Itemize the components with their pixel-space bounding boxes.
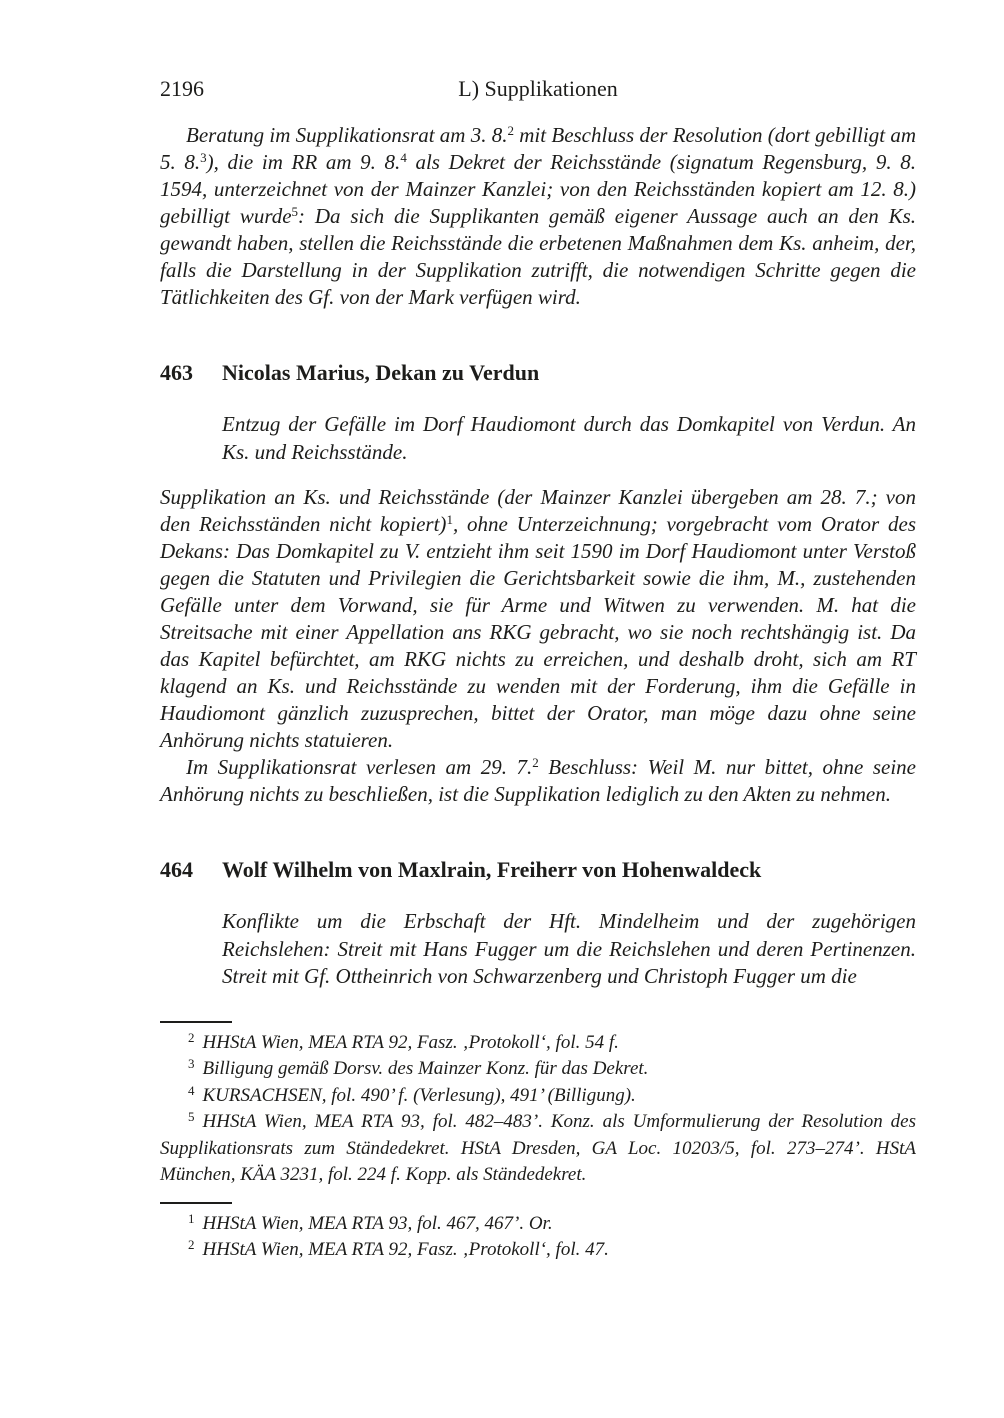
entry-title: Nicolas Marius, Dekan zu Verdun	[222, 360, 540, 385]
footnote-marker: 2	[188, 1237, 195, 1252]
intro-paragraph: Beratung im Supplikationsrat am 3. 8.$^2$ mit Beschluss der Resolution (dort gebilligt am 5. 8.$^3$), die im RR am 9. 8.$^4$ als Dekret der Reichsstände (signatum Regensburg, 9. 8. 1594, unterzeichnet von der Mainzer Kanzlei; von den Reichsständen kopiert am 12. 8.) gebilligt wurde$^5$: Da sich die Supplikanten gemäß eigener Aussage auch an den Ks. gewandt haben, stellen die Reichsstände die erbetenen Maßnahmen dem Ks. anheim, der, falls die Darstellung in der Supplikation zutrifft, die notwendigen Schritte gegen die Tätlichkeiten des Gf. von der Mark verfügen wird.	[160, 123, 916, 309]
footnote-reference-marker: 4	[400, 150, 407, 165]
footnotes-area	[160, 1021, 916, 1264]
footnote-text: KURSACHSEN, fol. 490’ f. (Verlesung), 491’ (Billigung).	[202, 1084, 636, 1106]
footnote-group	[160, 1202, 916, 1264]
entry-heading	[160, 856, 916, 884]
footnote-text: Billigung gemäß Dorsv. des Mainzer Konz. für das Dekret.	[202, 1058, 649, 1079]
page-number: 2196	[160, 76, 204, 101]
footnote	[160, 1083, 916, 1110]
footnote	[160, 1237, 916, 1264]
page-header	[160, 76, 916, 106]
entry-464	[160, 856, 916, 991]
footnote-marker: 3	[188, 1056, 195, 1071]
running-head: L) Supplikationen	[458, 76, 618, 101]
entry-463	[160, 359, 916, 808]
footnote-reference-marker: 1	[446, 512, 453, 527]
footnote	[160, 1030, 916, 1057]
footnote-marker: 5	[188, 1109, 195, 1124]
footnote-reference-marker: 3	[200, 150, 207, 165]
footnote-text: HHStA Wien, MEA RTA 92, Fasz. ‚Protokoll‘, fol. 54 f.	[202, 1031, 619, 1053]
footnote-reference-marker: 2	[507, 123, 514, 138]
footnote-text: HHStA Wien, MEA RTA 93, fol. 482–483’. Konz. als Umformulierung der Resolution des Supplikationsrats zum Ständedekret. HStA Dresden, GA Loc. 10203/5, fol. 273–274’. HStA München, KÄA 3231, fol. 224 f. Kopp. als Ständedekret.	[160, 1111, 916, 1185]
entry-paragraph: Supplikation an Ks. und Reichsstände (der Mainzer Kanzlei übergeben am 28. 7.; von den Reichsständen nicht kopiert)$^1$, ohne Unterzeichnung; vorgebracht vom Orator des Dekans: Das Domkapitel zu V. entzieht ihm seit 1590 im Dorf Haudiomont unter Verstoß gegen die Statuten und Privilegien die Gerichtsbarkeit sowie die ihm, M., zustehenden Gefälle unter dem Vorwand, sie für Arme und Witwen zu verwenden. M. hat die Streitsache mit einer Appellation ans RKG gebracht, wo sie noch rechtshängig ist. Da das Kapitel befürchtet, am RKG nichts zu erreichen, und deshalb droht, sich am RT klagend an Ks. und Reichsstände zu wenden mit der Forderung, ihm die Gefälle in Haudiomont gänzlich zuzusprechen, bittet der Orator, man möge dazu ohne seine Anhörung nichts statuieren.	[160, 485, 916, 752]
entry-heading	[160, 359, 916, 387]
footnote-text: HHStA Wien, MEA RTA 93, fol. 467, 467’. Or.	[202, 1212, 553, 1234]
text-block	[160, 76, 916, 1264]
entry-number: 464	[160, 857, 193, 882]
entry-number: 463	[160, 360, 193, 385]
footnote-group	[160, 1021, 916, 1189]
footnote	[160, 1056, 916, 1083]
footnote-marker: 2	[188, 1029, 195, 1045]
footnote	[160, 1211, 916, 1238]
entry-summary: Entzug der Gefälle im Dorf Haudiomont durch das Domkapitel von Verdun. An Ks. und Reichsstände.	[222, 412, 916, 464]
footnote-marker: 4	[188, 1082, 195, 1098]
footnote-text: HHStA Wien, MEA RTA 92, Fasz. ‚Protokoll‘, fol. 47.	[202, 1239, 609, 1260]
footnote-reference-marker: 5	[291, 204, 299, 219]
footnote-separator-rule	[160, 1202, 232, 1204]
footnote-reference-marker: 2	[532, 755, 539, 770]
footnote-separator-rule	[160, 1021, 232, 1023]
entry-summary: Konflikte um die Erbschaft der Hft. Mindelheim und der zugehörigen Reichslehen: Streit mit Hans Fugger um die Reichslehen und deren Pertinenzen. Streit mit Gf. Ottheinrich von Schwarzenberg und Christoph Fugger um die	[222, 909, 916, 988]
entry-paragraph: Im Supplikationsrat verlesen am 29. 7.$^2$ Beschluss: Weil M. nur bittet, ohne seine Anhörung nichts zu beschließen, ist die Supplikation lediglich zu den Akten zu nehmen.	[160, 755, 916, 806]
footnote	[160, 1109, 916, 1189]
entry-title: Wolf Wilhelm von Maxlrain, Freiherr von Hohenwaldeck	[222, 857, 762, 882]
footnote-marker: 1	[188, 1210, 195, 1226]
